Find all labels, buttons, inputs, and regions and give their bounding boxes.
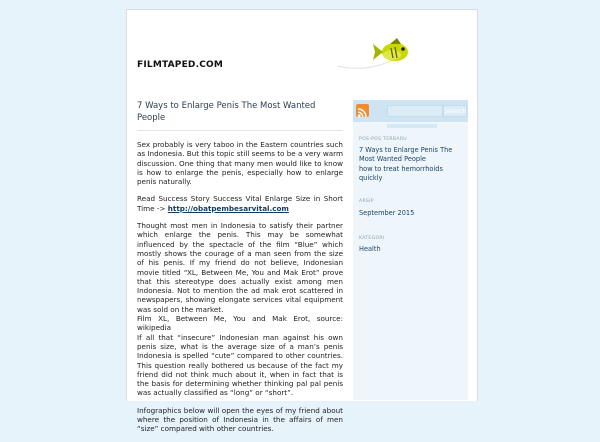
search-input[interactable] [387, 105, 443, 117]
recent-post-link[interactable]: how to treat hemorrhoids quickly [359, 165, 443, 182]
archive-link[interactable]: September 2015 [359, 209, 415, 217]
site-title[interactable]: FILMTAPED.COM [137, 60, 224, 70]
source-line: Film XL, Between Me, You and Mak Erot, source: wikipedia [137, 314, 343, 333]
post-paragraph: Infographics below will open the eyes of my friend about where the position of Indonesia in the affairs of men “size” compared with other countries. [137, 405, 343, 434]
post-title-link[interactable]: 7 Ways to Enlarge Penis The Most Wanted People [137, 101, 316, 123]
rss-icon[interactable] [356, 104, 369, 117]
page-container [126, 9, 478, 434]
read-more-paragraph [137, 194, 343, 213]
post-paragraph: Thought most men in Indonesia to satisfy their partner which enlarge the penis. This may be somewhat influenced by the spectacle of the film “Blue” which mostly shows the courage of a man seen from the size of his penis. If my friend do not believe, Indonesian movie titled “XL, Between Me, You and Mak Erot” prove that this stereotype does actually exist among men Indonesia. Not to mention the ad mak erot scattered in newspapers, showing elongate services vital equipment was sold on the market. [137, 221, 343, 314]
category-heading: KATEGORI [359, 236, 385, 241]
search-bar [353, 100, 468, 122]
category-link[interactable]: Health [359, 245, 381, 253]
post-body [137, 140, 343, 434]
recent-post-link[interactable]: 7 Ways to Enlarge Penis The Most Wanted People [359, 146, 453, 163]
archive-heading: ARSIP [359, 199, 374, 204]
sidebar [353, 100, 468, 400]
search-strip [387, 124, 437, 128]
main-content [137, 100, 343, 442]
recent-posts-heading: POS-POS TERBARU [359, 137, 407, 142]
search-button[interactable]: Search [444, 107, 467, 115]
post-paragraph: If all that “insecure” Indonesian man against his own penis size, what is the average size of a man’s penis Indonesia is spelled “cute” compared to other countries. This question really bothered us because of the fact my friend did not think much about it, when in fact that is the basis for determining whether thinking pal pal penis was actually classified as “long” or “short”. [137, 332, 343, 398]
fish-logo-icon [335, 36, 415, 72]
read-more-text: Read Success Story Success Vital Enlarge Size in Short Time -> [137, 194, 343, 213]
post-paragraph: Sex probably is very taboo in the Eastern countries such as Indonesia. But this topic still seems to be a very warm discussion. One thing that many men would like to know is how to enlarge the penis, especially how to enlarge penis naturally. [137, 140, 343, 187]
obatpembesarvital-link[interactable]: http://obatpembesarvital.com [167, 203, 289, 213]
title-divider [137, 130, 343, 131]
